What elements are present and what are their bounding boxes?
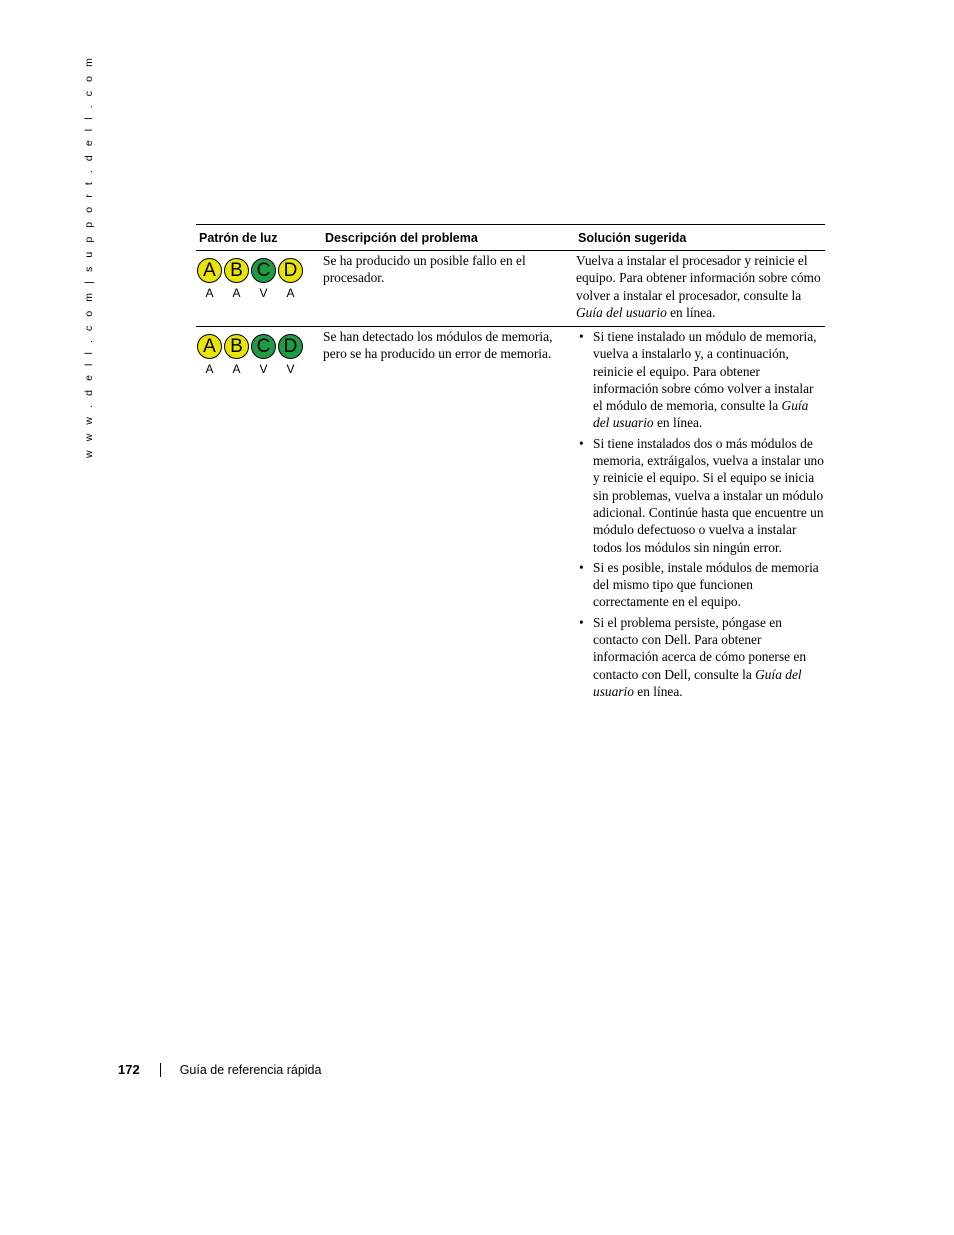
page-number: 172 — [118, 1062, 140, 1077]
light-state: A — [205, 362, 214, 376]
solution-text: Vuelva a instalar el procesador y reinicie el equipo. Para obtener información sobre cómo volver a instalar el procesador, consulte la — [576, 253, 821, 303]
light-state: V — [259, 362, 268, 376]
user-guide-reference: Guía del usuario — [593, 666, 802, 699]
user-guide-reference: Guía del usuario — [576, 304, 667, 320]
light-state: V — [259, 286, 268, 300]
solution-text-end: en línea. — [666, 304, 716, 320]
light-state: A — [286, 286, 295, 300]
list-item: • Si es posible, instale módulos de memoria del mismo tipo que funcionen correctamente en el equipo. — [576, 559, 826, 611]
solution-list — [576, 328, 826, 700]
light-pattern — [196, 327, 323, 703]
suggested-solution — [576, 327, 826, 703]
side-url: w w w . d e l l . c o m | s u p p o r t . d e l l . c o m — [83, 55, 95, 458]
diagnostic-light-d-icon: D — [278, 258, 303, 283]
header-suggested-solution: Solución sugerida — [578, 230, 687, 245]
page-footer — [118, 1062, 321, 1077]
problem-description: Se han detectado los módulos de memoria, pero se ha producido un error de memoria. — [323, 329, 553, 362]
diagnostic-light-c-icon: C — [251, 258, 276, 283]
light-state: A — [205, 286, 214, 300]
diagnostic-light-a-icon: A — [197, 334, 222, 359]
diagnostic-light-a-icon: A — [197, 258, 222, 283]
header-problem-description: Descripción del problema — [325, 230, 478, 245]
suggested-solution — [576, 251, 826, 326]
light-state: A — [232, 362, 241, 376]
light-state: V — [286, 362, 295, 376]
list-item: • Si tiene instalado un módulo de memoria, vuelva a instalarlo y, a continuación, reinicie el equipo. Para obtener información sobre cómo volver a instalar el módulo de memoria, consulte la Guía del usuario en línea. — [576, 328, 826, 432]
diagnostic-light-d-icon: D — [278, 334, 303, 359]
light-pattern-table — [196, 224, 825, 703]
diagnostic-light-b-icon: B — [224, 258, 249, 283]
table-row — [196, 251, 825, 327]
header-light-pattern: Patrón de luz — [199, 230, 278, 245]
footer-divider — [160, 1063, 161, 1077]
light-pattern — [196, 251, 323, 326]
table-header-row — [196, 225, 825, 251]
user-guide-reference: Guía del usuario — [593, 398, 809, 431]
table-row — [196, 327, 825, 703]
list-item: • Si el problema persiste, póngase en contacto con Dell. Para obtener información acerca de cómo ponerse en contacto con Dell, consulte la Guía del usuario en línea. — [576, 614, 826, 700]
list-item: • Si tiene instalados dos o más módulos de memoria, extráigalos, vuelva a instalar uno y reinicie el equipo. Si el equipo se inicia sin problemas, vuelva a instalar un módulo adicional. Continúe hasta que encuentre un módulo defectuoso o vuelva a instalar todos los módulos sin ningún error. — [576, 435, 826, 556]
problem-description: Se ha producido un posible fallo en el procesador. — [323, 253, 526, 286]
light-state: A — [232, 286, 241, 300]
diagnostic-light-c-icon: C — [251, 334, 276, 359]
diagnostic-light-b-icon: B — [224, 334, 249, 359]
document-title: Guía de referencia rápida — [179, 1062, 322, 1077]
